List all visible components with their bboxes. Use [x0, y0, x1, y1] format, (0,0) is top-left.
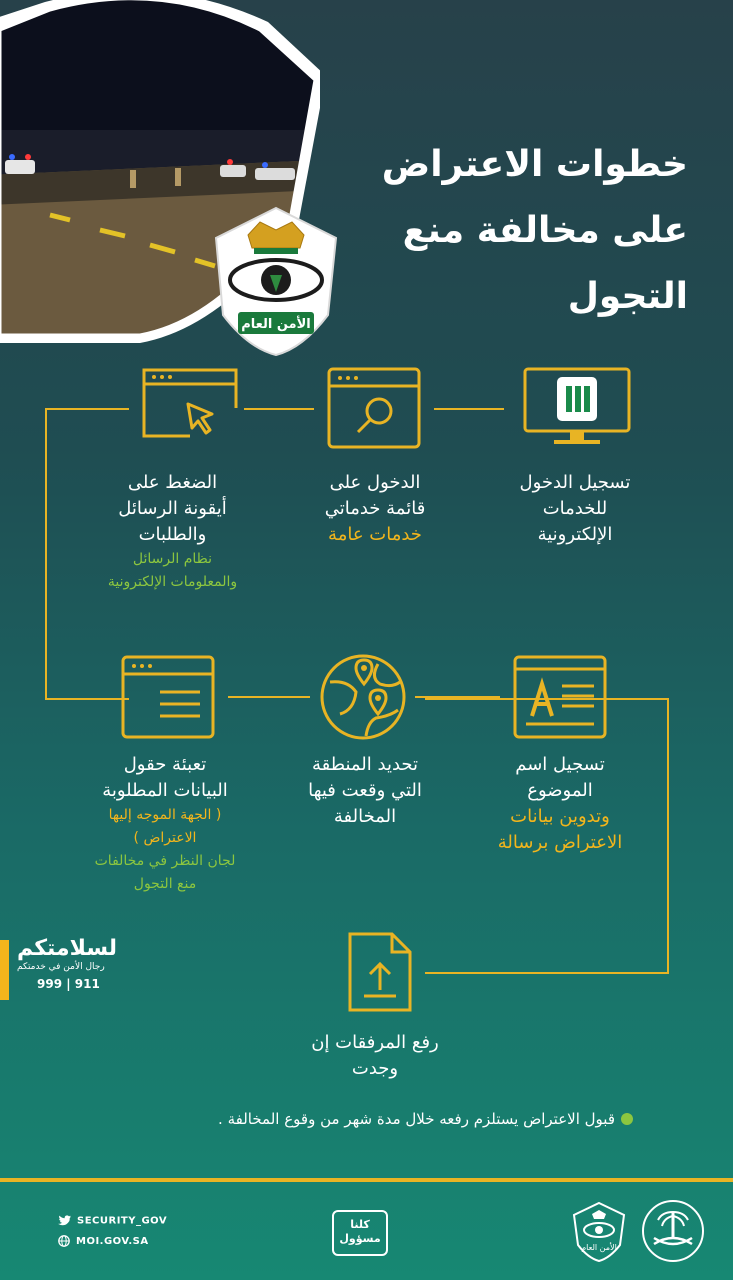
title-line-3: التجول	[567, 276, 688, 317]
step-register-line-2: للخدمات	[542, 498, 608, 519]
ministry-emblem	[640, 1198, 706, 1264]
step-fields	[70, 752, 260, 896]
public-security-logo	[570, 1200, 628, 1264]
connector-6-5	[228, 696, 310, 698]
twitter-handle[interactable]	[58, 1215, 167, 1227]
step-upload	[285, 1030, 465, 1082]
step-upload-line-2: وجدت	[351, 1058, 399, 1079]
slogan-bar	[0, 940, 9, 1000]
campaign-logo	[332, 1210, 388, 1256]
step-location-line-3: المخالفة	[333, 806, 397, 827]
step-services-line-1: الدخول على	[329, 472, 421, 493]
slogan-subtitle: رجال الأمن في خدمتكم	[17, 962, 105, 972]
step-services	[290, 470, 460, 548]
twitter-icon	[58, 1215, 71, 1226]
step-location-line-2: التي وقعت فيها	[308, 780, 422, 801]
public-security-emblem	[208, 200, 343, 360]
title-line-1: خطوات الاعتراض	[381, 144, 688, 185]
step-location	[280, 752, 450, 830]
step-fields-sub-2: منع التجول	[133, 876, 197, 892]
page-title	[358, 132, 688, 330]
step-fields-line-1: تعبئة حقول	[123, 754, 207, 775]
step-messages-sub-2: والمعلومات الإلكترونية	[107, 574, 238, 590]
footer-logo-text: الأمن العام	[581, 1243, 617, 1252]
step-subject-gold-1: وتدوين بيانات	[510, 806, 610, 827]
connector-1-2	[434, 408, 504, 410]
step-messages-line-1: الضغط على	[127, 472, 218, 493]
step-messages-line-3: والطلبات	[138, 524, 207, 545]
step-register-line-1: تسجيل الدخول	[519, 472, 631, 493]
globe-location-icon	[318, 652, 408, 742]
twitter-text: SECURITY_GOV	[77, 1215, 168, 1227]
step-services-highlight: خدمات عامة	[328, 524, 422, 545]
emergency-numbers: 999 | 911	[37, 977, 100, 991]
step-fields-gold-1: ( الجهة الموجه إليها	[108, 807, 222, 823]
browser-cursor-icon	[140, 366, 240, 442]
step-subject-line-1: تسجيل اسم	[515, 754, 605, 775]
step-fields-gold-2: الاعتراض )	[133, 830, 197, 846]
browser-search-icon	[326, 366, 422, 452]
slogan-title: لسلامتكم	[17, 936, 117, 961]
step-fields-sub-1: لجان النظر في مخالفات	[94, 853, 236, 869]
emblem-text: الأمن العام	[241, 317, 311, 332]
upload-file-icon	[346, 930, 414, 1014]
step-subject-gold-2: الاعتراض برسالة	[497, 832, 623, 853]
document-text-icon	[512, 654, 608, 740]
footer-divider	[0, 1178, 733, 1182]
campaign-text: كلنا مسؤول	[339, 1218, 381, 1245]
step-messages-line-2: أيقونة الرسائل	[118, 498, 227, 519]
monitor-icon	[522, 366, 632, 448]
step-messages-sub-1: نظام الرسائل	[132, 551, 213, 567]
step-subject-line-2: الموضوع	[527, 780, 593, 801]
connector-2-3	[244, 408, 314, 410]
step-messages	[85, 470, 260, 594]
step-register-line-3: الإلكترونية	[537, 524, 613, 545]
step-upload-line-1: رفع المرفقات إن	[311, 1032, 439, 1053]
step-location-line-1: تحديد المنطقة	[311, 754, 419, 775]
step-subject	[475, 752, 645, 856]
globe-icon	[58, 1235, 70, 1247]
step-register	[490, 470, 660, 548]
note-bullet	[621, 1113, 633, 1125]
browser-form-icon	[120, 654, 216, 740]
title-line-2: على مخالفة منع	[402, 210, 688, 251]
website-link[interactable]	[58, 1235, 149, 1247]
step-services-line-2: قائمة خدماتي	[324, 498, 426, 519]
note-text: قبول الاعتراض يستلزم رفعه خلال مدة شهر من وقوع المخالفة .	[218, 1110, 615, 1128]
website-text: MOI.GOV.SA	[76, 1236, 149, 1247]
step-fields-line-2: البيانات المطلوبة	[102, 780, 228, 801]
